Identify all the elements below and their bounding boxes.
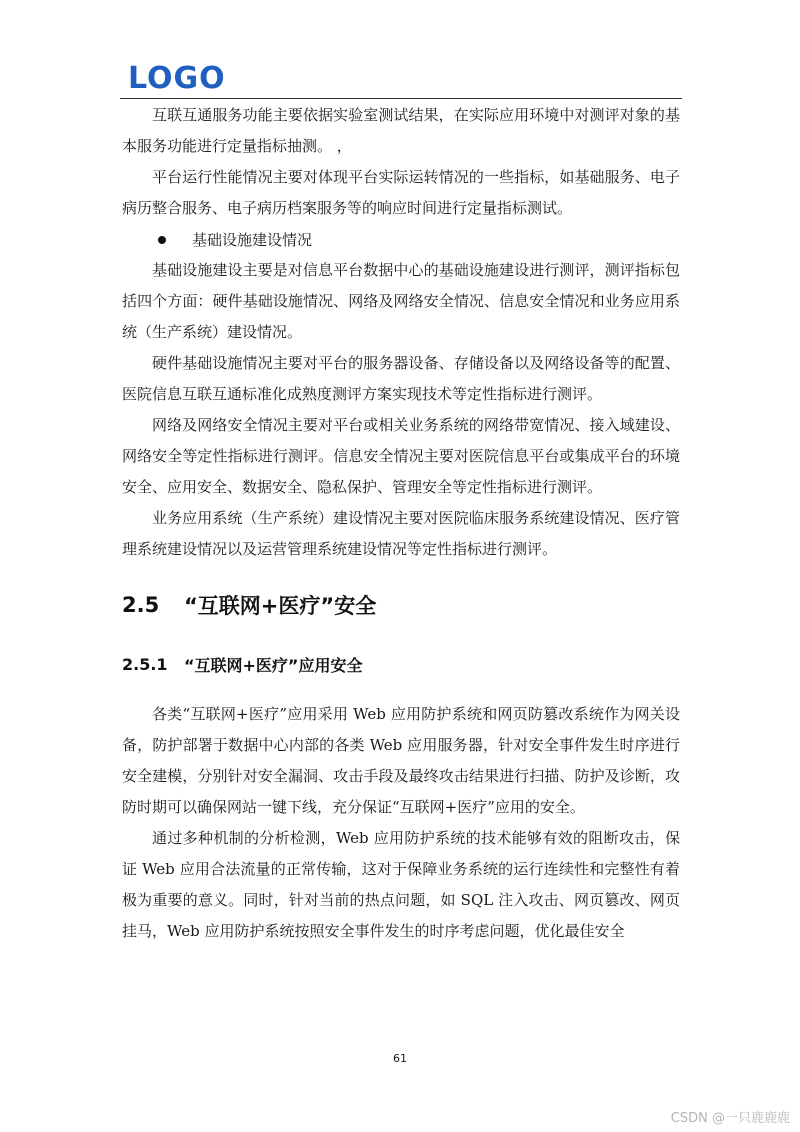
paragraph: 基础设施建设主要是对信息平台数据中心的基础设施建设进行测评，测评指标包括四个方面：硬件基础设施情况、网络及网络安全情况、信息安全情况和业务应用系统（生产系统）建设情况。 (122, 261, 680, 341)
paragraph: 互联互通服务功能主要依据实验室测试结果，在实际应用环境中对测评对象的基本服务功能进行定量指标抽测。 ， (122, 106, 680, 155)
logo: LOGO (128, 61, 226, 96)
section-title: “互联网+医疗”安全 (184, 594, 377, 618)
header-divider (120, 98, 682, 99)
bullet-icon (158, 236, 166, 244)
watermark: CSDN @一只鹿鹿鹿 (670, 1111, 790, 1126)
paragraph: 网络及网络安全情况主要对平台或相关业务系统的网络带宽情况、接入域建设、网络安全等定性指标进行测评。信息安全情况主要对医院信息平台或集成平台的环境安全、应用安全、数据安全、隐私保护、管理安全等定性指标进行测评。 (122, 416, 680, 496)
page-number: 61 (393, 1052, 407, 1065)
section-number: 2.5 (122, 593, 160, 617)
bullet-item (122, 224, 680, 255)
page-content (122, 100, 680, 947)
section-heading (122, 585, 680, 625)
subsection-number: 2.5.1 (122, 654, 168, 674)
paragraph: 平台运行性能情况主要对体现平台实际运转情况的一些指标，如基础服务、电子病历整合服务、电子病历档案服务等的响应时间进行定量指标测试。 (122, 168, 680, 217)
paragraph: 通过多种机制的分析检测，Web 应用防护系统的技术能够有效的阻断攻击，保证 Web 应用合法流量的正常传输，这对于保障业务系统的运行连续性和完整性有着极为重要的意义。同时，针对当前的热点问题，如 SQL 注入攻击、网页篡改、网页挂马，Web 应用防护系统按照安全事件发生的时序考虑问题，优化最佳安全 (122, 829, 680, 940)
subsection-title: “互联网+医疗”应用安全 (184, 655, 363, 675)
bullet-label: 基础设施建设情况 (192, 231, 313, 249)
paragraph: 各类“互联网+医疗”应用采用 Web 应用防护系统和网页防篡改系统作为网关设备，防护部署于数据中心内部的各类 Web 应用服务器，针对安全事件发生时序进行安全建模，分别针对安全漏洞、攻击手段及最终攻击结果进行扫描、防护及诊断，攻防时期可以确保网站一键下线，充分保证“互联网+医疗”应用的安全。 (122, 705, 680, 816)
paragraph: 硬件基础设施情况主要对平台的服务器设备、存储设备以及网络设备等的配置、医院信息互联互通标准化成熟度测评方案实现技术等定性指标进行测评。 (122, 354, 680, 403)
subsection-heading (122, 649, 680, 679)
paragraph: 业务应用系统（生产系统）建设情况主要对医院临床服务系统建设情况、医疗管理系统建设情况以及运营管理系统建设情况等定性指标进行测评。 (122, 509, 680, 558)
